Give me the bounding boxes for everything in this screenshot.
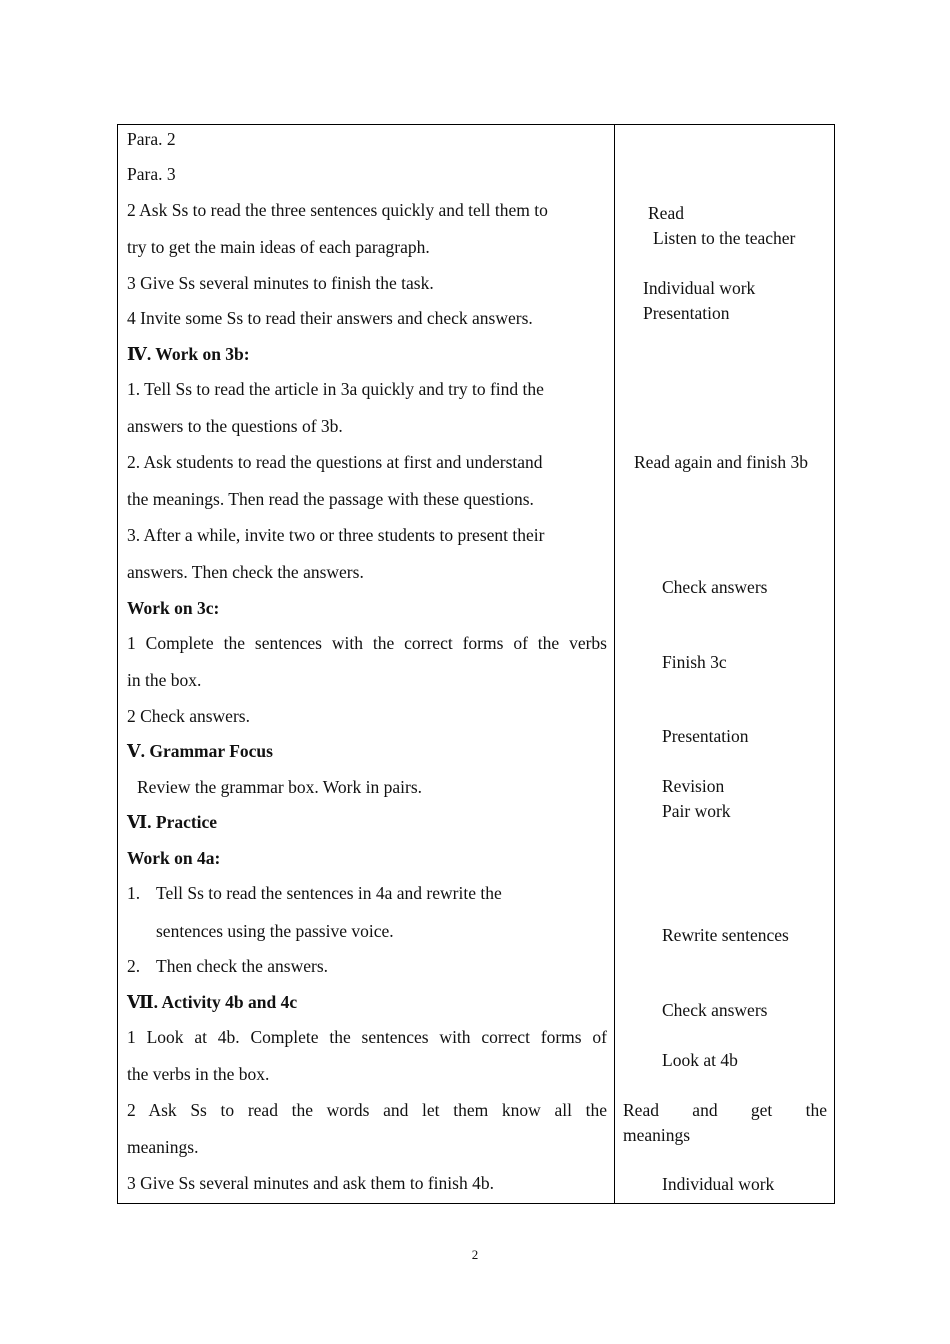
- step-line: 4 Invite some Ss to read their answers and check answers.: [127, 308, 533, 328]
- list-number: 2.: [127, 956, 141, 976]
- student-activity: Read: [648, 203, 684, 223]
- list-item: [127, 954, 607, 978]
- para-2: Para. 2: [127, 129, 176, 149]
- section-heading-4a: Work on 4a:: [127, 848, 221, 868]
- step-line: in the box.: [127, 670, 202, 690]
- student-activity: Check answers: [662, 577, 768, 597]
- step-line: 2 Check answers.: [127, 706, 250, 726]
- section-heading-5: Ⅴ. Grammar Focus: [127, 741, 273, 761]
- student-activity: Read and get the: [623, 1100, 827, 1120]
- student-activity: meanings: [623, 1125, 691, 1145]
- step-line: 2 Ask Ss to read the three sentences quickly and tell them to: [127, 200, 548, 220]
- student-activity: Individual work: [643, 278, 756, 298]
- student-activity: Finish 3c: [662, 652, 727, 672]
- student-activity: Listen to the teacher: [653, 228, 796, 248]
- section-heading-6: Ⅵ. Practice: [127, 812, 218, 832]
- step-line: meanings.: [127, 1137, 199, 1157]
- step-line: 1 Complete the sentences with the correct forms of the verbs: [127, 633, 607, 653]
- step-line: 1 Look at 4b. Complete the sentences with correct forms of: [127, 1027, 607, 1047]
- step-line: 3 Give Ss several minutes and ask them to finish 4b.: [127, 1173, 494, 1193]
- step-line: Review the grammar box. Work in pairs.: [137, 777, 423, 797]
- step-line: 1. Tell Ss to read the article in 3a quickly and try to find the: [127, 379, 544, 399]
- lesson-table: [117, 124, 835, 1204]
- section-heading-7: Ⅶ. Activity 4b and 4c: [127, 992, 298, 1012]
- step-line: 3 Give Ss several minutes to finish the task.: [127, 273, 434, 293]
- list-text: Tell Ss to read the sentences in 4a and rewrite the: [156, 883, 502, 903]
- list-number: 1.: [127, 883, 141, 903]
- student-activity: Presentation: [662, 726, 749, 746]
- section-heading-3c: Work on 3c:: [127, 598, 220, 618]
- student-activity-column: [615, 125, 834, 1203]
- student-activity: Pair work: [662, 801, 731, 821]
- step-line: sentences using the passive voice.: [156, 921, 394, 941]
- step-line: 3. After a while, invite two or three students to present their: [127, 525, 545, 545]
- step-line: try to get the main ideas of each paragraph.: [127, 237, 430, 257]
- step-line: 2 Ask Ss to read the words and let them know all the: [127, 1100, 607, 1120]
- teacher-activity-column: [118, 125, 614, 1203]
- page-number: 2: [471, 1247, 479, 1262]
- step-line: 2. Ask students to read the questions at first and understand: [127, 452, 543, 472]
- step-line: the meanings. Then read the passage with these questions.: [127, 489, 534, 509]
- list-item: [127, 881, 607, 905]
- section-heading-4: Ⅳ. Work on 3b:: [127, 344, 250, 364]
- para-3: Para. 3: [127, 164, 176, 184]
- student-activity: Revision: [662, 776, 725, 796]
- step-line: the verbs in the box.: [127, 1064, 270, 1084]
- student-activity: Individual work: [662, 1174, 775, 1194]
- student-activity: Look at 4b: [662, 1050, 738, 1070]
- student-activity: Presentation: [643, 303, 730, 323]
- step-line: answers. Then check the answers.: [127, 562, 364, 582]
- student-activity: Rewrite sentences: [662, 925, 789, 945]
- student-activity: Check answers: [662, 1000, 768, 1020]
- step-line: answers to the questions of 3b.: [127, 416, 343, 436]
- list-text: Then check the answers.: [156, 956, 329, 976]
- student-activity: Read again and finish 3b: [634, 452, 808, 472]
